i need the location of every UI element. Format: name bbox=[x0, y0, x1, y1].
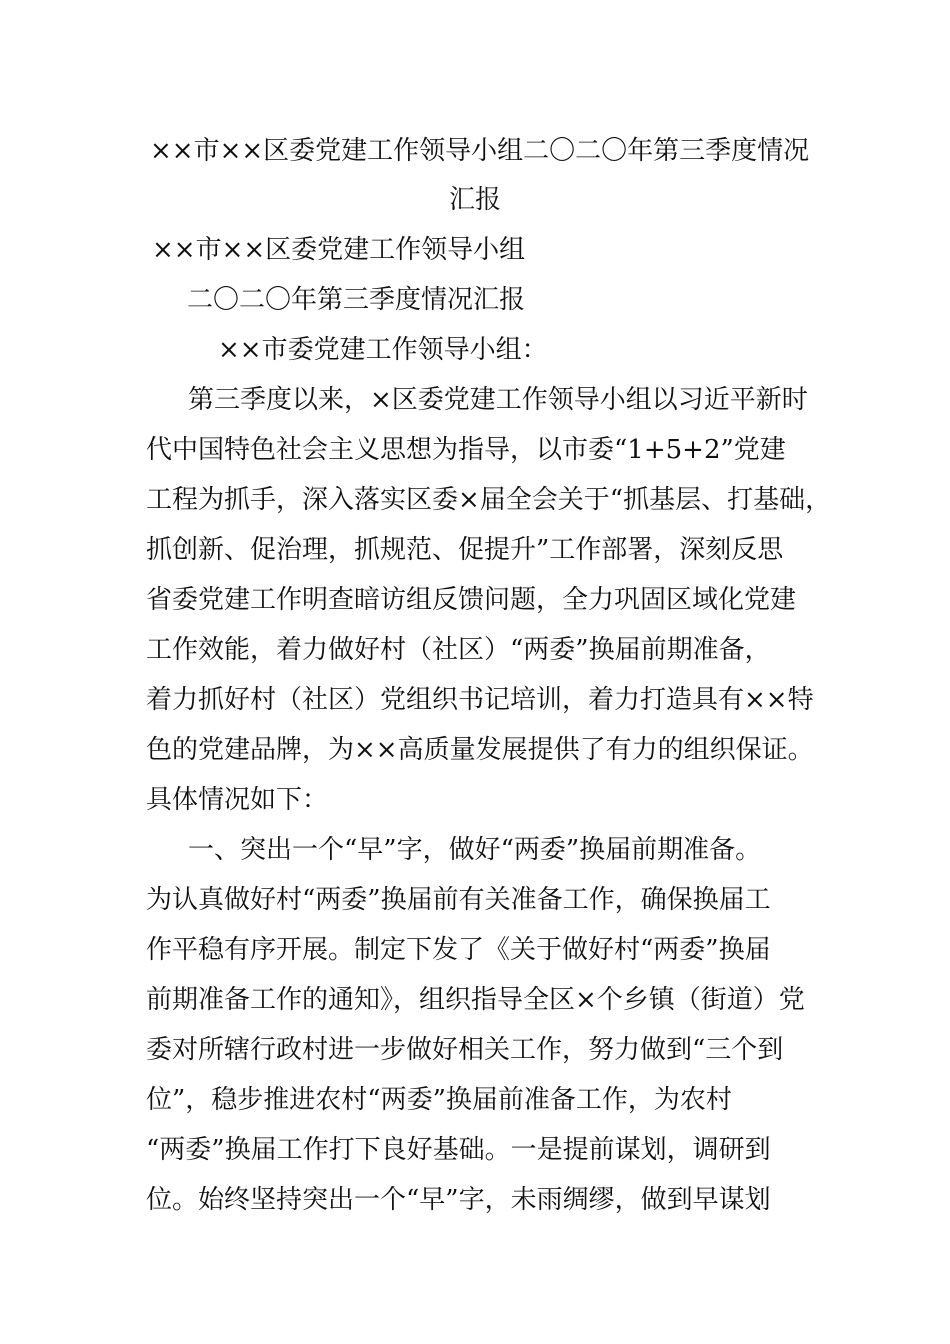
document-title-line-2: 汇报 bbox=[449, 185, 502, 215]
body-line: 位。始终坚持突出一个“早”字，未雨绸缪，做到早谋划 bbox=[146, 1185, 771, 1215]
body-line: “两委”换届工作打下良好基础。一是提前谋划，调研到 bbox=[146, 1135, 771, 1165]
organization-name: ××市××区委党建工作领导小组 bbox=[152, 235, 526, 265]
body-line: 色的党建品牌，为××高质量发展提供了有力的组织保证。 bbox=[146, 735, 814, 765]
body-line: 省委党建工作明查暗访组反馈问题，全力巩固区域化党建 bbox=[146, 585, 797, 615]
body-line: 代中国特色社会主义思想为指导，以市委“1+5+2”党建 bbox=[146, 435, 786, 465]
report-title: 二〇二〇年第三季度情况汇报 bbox=[187, 285, 526, 315]
body-line: 位”，稳步推进农村“两委”换届前准备工作，为农村 bbox=[146, 1085, 732, 1115]
body-line: 具体情况如下： bbox=[146, 785, 329, 815]
body-line: 委对所辖行政村进一步做好相关工作，努力做到“三个到 bbox=[146, 1035, 784, 1065]
body-line: 作平稳有序开展。制定下发了《关于做好村“两委”换届 bbox=[146, 935, 771, 965]
body-line: 工程为抓手，深入落实区委×届全会关于“抓基层、打基础， bbox=[146, 485, 832, 515]
salutation: ××市委党建工作领导小组： bbox=[218, 335, 548, 365]
section-heading: 一、突出一个“早”字，做好“两委”换届前期准备。 bbox=[188, 835, 762, 865]
body-line: 前期准备工作的通知》，组织指导全区×个乡镇（街道）党 bbox=[146, 985, 805, 1015]
body-line: 着力抓好村（社区）党组织书记培训，着力打造具有××特 bbox=[146, 685, 814, 715]
body-line: 抓创新、促治理，抓规范、促提升”工作部署，深刻反思 bbox=[146, 535, 784, 565]
body-line: 为认真做好村“两委”换届前有关准备工作，确保换届工 bbox=[146, 885, 771, 915]
body-line: 第三季度以来，×区委党建工作领导小组以习近平新时 bbox=[188, 385, 808, 415]
body-line: 工作效能，着力做好村（社区）“两委”换届前期准备， bbox=[146, 635, 771, 665]
document-title-line-1: ××市××区委党建工作领导小组二〇二〇年第三季度情况 bbox=[150, 136, 810, 166]
